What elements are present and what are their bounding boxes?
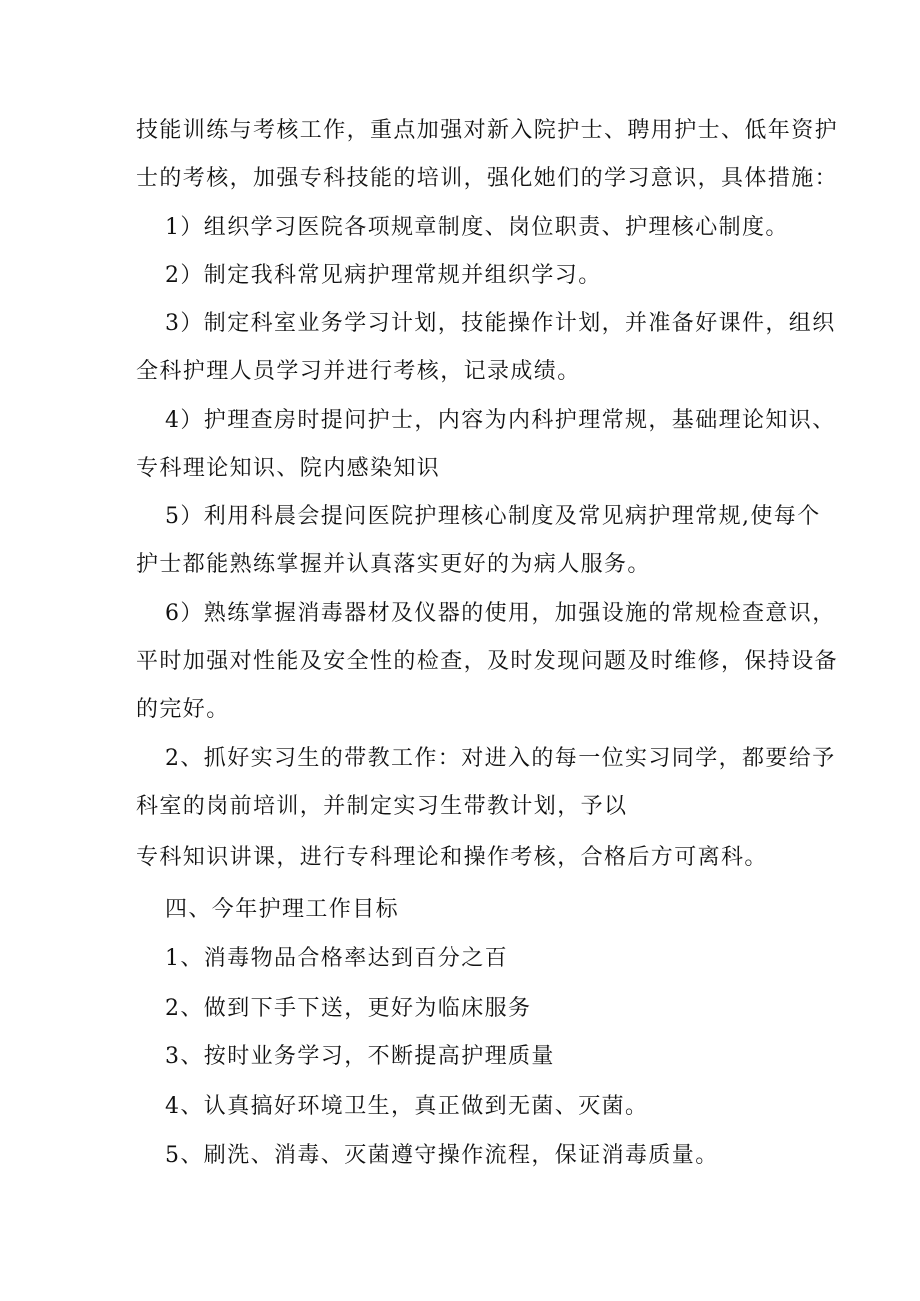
- paragraph-line: 专科理论知识、院内感染知识: [136, 456, 441, 481]
- list-item-line: 2）制定我科常见病护理常规并组织学习。: [165, 263, 602, 288]
- list-item-line: 5）利用科晨会提问医院护理核心制度及常见病护理常规,使每个: [165, 504, 821, 529]
- goal-item: 2、做到下手下送，更好为临床服务: [165, 996, 532, 1021]
- list-item-line: 6）熟练掌握消毒器材及仪器的使用，加强设施的常规检查意识，: [165, 601, 836, 626]
- list-item-line: 2、抓好实习生的带教工作：对进入的每一位实习同学，都要给予: [165, 746, 836, 771]
- paragraph-line: 技能训练与考核工作，重点加强对新入院护士、聘用护士、低年资护: [136, 118, 839, 143]
- list-item-line: 1）组织学习医院各项规章制度、岗位职责、护理核心制度。: [165, 215, 789, 240]
- section-heading: 四、今年护理工作目标: [165, 897, 400, 922]
- list-item-line: 4）护理查房时提问护士，内容为内科护理常规，基础理论知识、: [165, 408, 836, 433]
- list-item-line: 3）制定科室业务学习计划，技能操作计划，并准备好课件，组织: [165, 311, 836, 336]
- paragraph-line: 平时加强对性能及安全性的检查，及时发现问题及时维修，保持设备: [136, 649, 839, 674]
- goal-item: 4、认真搞好环境卫生，真正做到无菌、灭菌。: [165, 1094, 649, 1119]
- goal-item: 5、刷洗、消毒、灭菌遵守操作流程，保证消毒质量。: [165, 1143, 719, 1168]
- paragraph-line: 专科知识讲课，进行专科理论和操作考核，合格后方可离科。: [136, 845, 768, 870]
- paragraph-line: 科室的岗前培训，并制定实习生带教计划，予以: [136, 794, 628, 819]
- paragraph-line: 护士都能熟练掌握并认真落实更好的为病人服务。: [136, 552, 651, 577]
- goal-item: 1、消毒物品合格率达到百分之百: [165, 946, 508, 971]
- paragraph-line: 士的考核，加强专科技能的培训，强化她们的学习意识，具体措施：: [136, 166, 839, 191]
- paragraph-line: 全科护理人员学习并进行考核，记录成绩。: [136, 359, 581, 384]
- paragraph-line: 的完好。: [136, 697, 230, 722]
- goal-item: 3、按时业务学习，不断提高护理质量: [165, 1044, 555, 1069]
